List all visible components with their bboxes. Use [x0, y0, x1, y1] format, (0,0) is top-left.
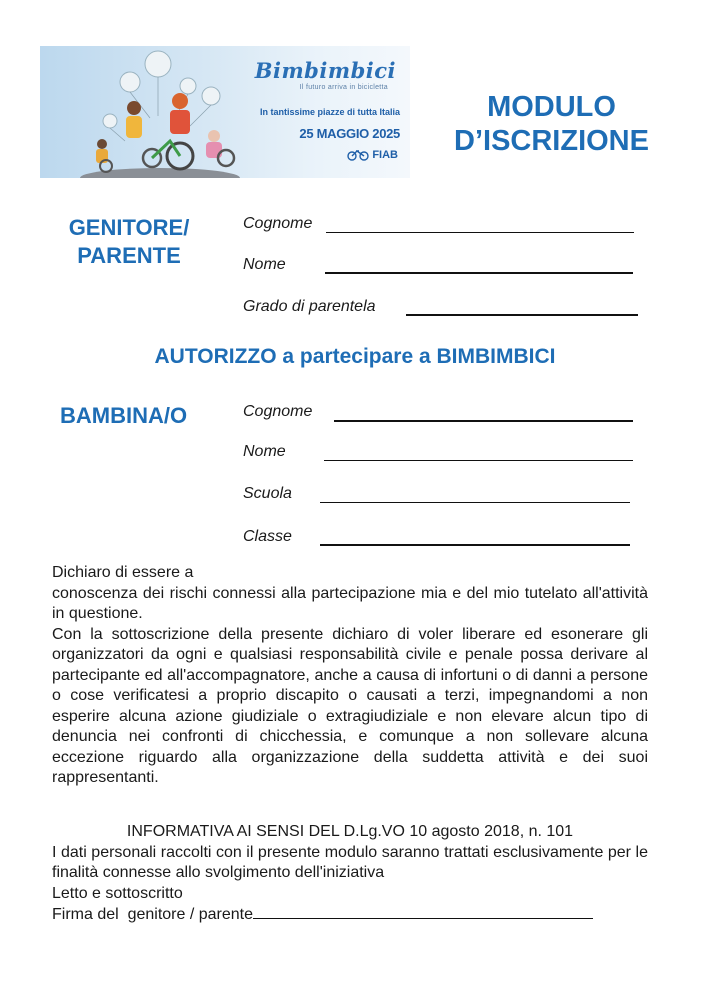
declaration-line-1: Dichiaro di essere a [52, 564, 194, 581]
parent-surname-field[interactable] [326, 232, 634, 233]
title-line-1: MODULO [487, 91, 616, 123]
parent-relationship-field[interactable] [406, 314, 638, 316]
event-banner [40, 46, 410, 178]
privacy-heading: INFORMATIVA AI SENSI DEL D.Lg.VO 10 agosto 2018, n. 101 [126, 823, 574, 840]
signature-label: Firma del genitore / parente [52, 906, 253, 923]
child-surname-row [243, 403, 312, 421]
child-school-label: Scuola [243, 485, 292, 502]
privacy-section [52, 822, 648, 926]
parent-surname-row [243, 215, 312, 233]
child-class-label: Classe [243, 528, 292, 545]
page-title [424, 90, 679, 158]
child-surname-field[interactable] [334, 420, 633, 422]
child-name-label: Nome [243, 443, 286, 460]
parent-name-label: Nome [243, 256, 286, 273]
bicycle-icon [347, 149, 369, 161]
fiab-text: FIAB [372, 149, 398, 161]
child-section-label: BAMBINA/O [60, 403, 188, 428]
parent-section-label [56, 214, 202, 270]
parent-name-field[interactable] [325, 272, 633, 274]
privacy-text: I dati personali raccolti con il presente modulo saranno trattati esclusivamente per le finalità connesse allo svolgimento dell'iniziativa [52, 843, 648, 881]
read-and-signed: Letto e sottoscritto [52, 884, 183, 902]
authorization-heading: AUTORIZZO a partecipare a BIMBIMBICI [154, 345, 556, 368]
title-line-2: D’ISCRIZIONE [454, 125, 649, 157]
declaration-text [52, 563, 648, 789]
balloons [103, 51, 220, 128]
child-name-row [243, 443, 286, 461]
banner-tagline: Il futuro arriva in bicicletta [299, 84, 388, 91]
signature-row [52, 904, 648, 926]
child-class-row [243, 528, 292, 546]
banner-places: In tantissime piazze di tutta Italia [259, 107, 400, 117]
parent-label-line-1: GENITORE/ [68, 215, 190, 240]
declaration-paragraph-1: conoscenza dei rischi connessi alla partecipazione mia e del mio tutelato all'attività in questione. [52, 584, 648, 622]
parent-surname-label: Cognome [243, 215, 313, 232]
child-name-field[interactable] [324, 460, 633, 461]
bimbimbici-logo: Bimbimbici [254, 58, 396, 83]
child-surname-label: Cognome [243, 403, 313, 420]
child-class-field[interactable] [320, 544, 630, 546]
child-school-field[interactable] [320, 502, 630, 503]
child-school-row [243, 485, 292, 503]
declaration-paragraph-2: Con la sottoscrizione della presente dichiaro di voler liberare ed esonerare gli organizzatori da ogni e qualsiasi responsabilità civile e penale possa derivare al partecipante ed all'accompagnatore, anche a causa di infortuni o di danni a persone o cose verificatesi a proprio discapito o causati a terzi, impegnandomi a non esperire alcuna azione giudiziale o extragiudiziale e non elevare alcun tipo di denuncia nei confronti di chicchessia, e comunque a non sollevare alcuna eccezione riguardo alla organizzazione della suddetta attività e dei suoi rappresentanti. [52, 625, 648, 786]
fiab-logo [347, 149, 398, 161]
parent-label-line-2: PARENTE [77, 243, 181, 268]
parent-name-row [243, 256, 286, 274]
signature-field[interactable] [253, 904, 593, 919]
parent-relationship-row [243, 298, 376, 316]
parent-relationship-label: Grado di parentela [243, 298, 376, 315]
event-date: 25 MAGGIO 2025 [299, 126, 400, 141]
